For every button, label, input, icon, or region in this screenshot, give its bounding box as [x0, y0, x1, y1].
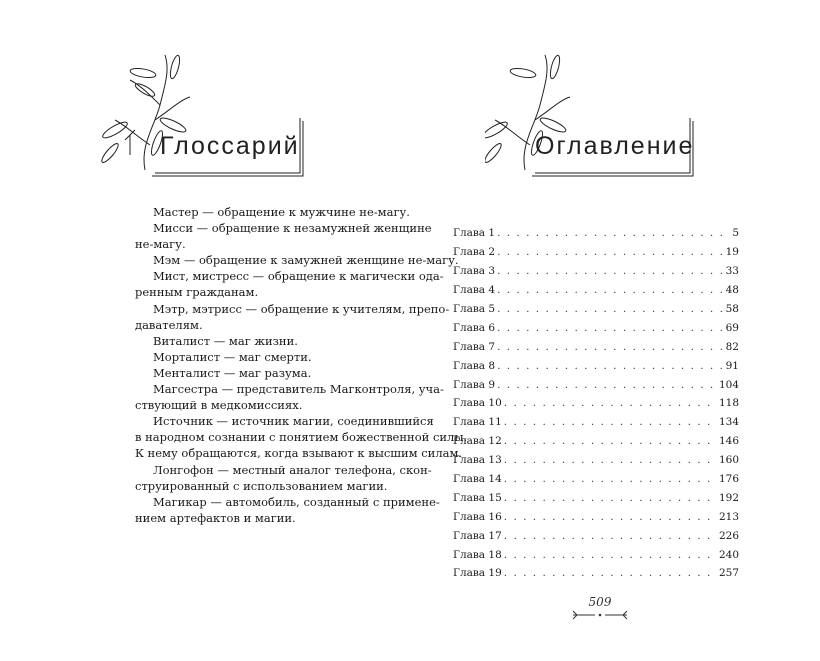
toc-chapter-label: Глава 12 [453, 435, 502, 448]
toc-leader-dots [497, 379, 717, 391]
toc-leader-dots [504, 549, 717, 561]
toc-page-number: 176 [718, 473, 739, 486]
glossary-line: Источник — источник магии, соединившийся [153, 414, 434, 429]
toc-entry[interactable] [453, 243, 739, 262]
toc-leader-dots [497, 227, 730, 239]
toc-page-number: 192 [718, 491, 739, 504]
toc-leader-dots [504, 416, 717, 428]
toc-leader-dots [504, 397, 717, 409]
toc-entry[interactable] [453, 526, 739, 545]
toc-entry[interactable] [453, 375, 739, 394]
toc-leader-dots [497, 265, 724, 277]
toc-entry[interactable] [453, 564, 739, 583]
toc-entry[interactable] [453, 337, 739, 356]
toc-entry[interactable] [453, 318, 739, 337]
toc-page-number: 69 [725, 321, 739, 334]
glossary-line: не-магу. [135, 237, 186, 252]
toc-page-number: 146 [718, 435, 739, 448]
toc-leader-dots [504, 530, 717, 542]
toc-chapter-label: Глава 13 [453, 454, 502, 467]
toc-chapter-label: Глава 19 [453, 567, 502, 580]
glossary-title: Глоссарий [160, 132, 300, 160]
toc-page-number: 33 [725, 265, 739, 278]
toc-leader-dots [504, 492, 717, 504]
glossary-line: струированный с использованием магии. [135, 478, 388, 493]
glossary-line: Менталист — маг разума. [153, 365, 312, 380]
toc-page-number: 118 [718, 397, 739, 410]
toc-page-number: 82 [725, 340, 739, 353]
toc-page-number: 134 [718, 416, 739, 429]
toc-leader-dots [504, 511, 717, 523]
toc-leader-dots [497, 303, 724, 315]
toc-entry[interactable] [453, 432, 739, 451]
toc-leader-dots [504, 567, 717, 579]
toc-leader-dots [497, 360, 724, 372]
toc-page-number: 5 [732, 227, 739, 240]
toc-page-number: 91 [725, 359, 739, 372]
toc-page-number: 240 [718, 548, 739, 561]
toc-entry[interactable] [453, 470, 739, 489]
toc-leader-dots [504, 473, 717, 485]
contents-title: Оглавление [535, 132, 695, 160]
toc-chapter-label: Глава 4 [453, 284, 496, 297]
toc-page-number: 160 [718, 454, 739, 467]
table-of-contents [453, 224, 739, 583]
glossary-line: в народном сознании с понятием божественной силы. [135, 430, 468, 445]
toc-chapter-label: Глава 16 [453, 510, 502, 523]
toc-page-number: 19 [725, 246, 739, 259]
glossary-line: Магикар — автомобиль, созданный с примене- [153, 494, 440, 509]
glossary-line: ствующий в медкомиссиях. [135, 398, 303, 413]
page-number-text: 509 [588, 595, 612, 609]
toc-leader-dots [497, 341, 724, 353]
toc-chapter-label: Глава 14 [453, 473, 502, 486]
toc-chapter-label: Глава 17 [453, 529, 502, 542]
toc-chapter-label: Глава 8 [453, 359, 496, 372]
toc-leader-dots [504, 454, 717, 466]
page-number [555, 595, 645, 623]
toc-chapter-label: Глава 15 [453, 491, 502, 504]
toc-entry[interactable] [453, 545, 739, 564]
toc-page-number: 213 [718, 510, 739, 523]
folio-ornament-icon [555, 610, 645, 620]
contents-heading [485, 45, 705, 185]
toc-chapter-label: Глава 6 [453, 321, 496, 334]
glossary-line: ренным гражданам. [135, 285, 259, 300]
toc-chapter-label: Глава 11 [453, 416, 502, 429]
toc-entry[interactable] [453, 262, 739, 281]
glossary-line: Лонгофон — местный аналог телефона, скон- [153, 462, 432, 477]
toc-chapter-label: Глава 3 [453, 265, 496, 278]
toc-entry[interactable] [453, 281, 739, 300]
glossary-line: К нему обращаются, когда взывают к высшим силам. [135, 446, 463, 461]
glossary-text [135, 204, 468, 526]
glossary-line: давателям. [135, 317, 203, 332]
toc-leader-dots [497, 246, 724, 258]
glossary-line: Морталист — маг смерти. [153, 349, 312, 364]
toc-entry[interactable] [453, 356, 739, 375]
botanical-frame-icon [485, 45, 705, 185]
toc-chapter-label: Глава 7 [453, 340, 496, 353]
toc-entry[interactable] [453, 300, 739, 319]
toc-page-number: 58 [725, 303, 739, 315]
toc-page-number: 48 [725, 284, 739, 297]
glossary-line: нием артефактов и магии. [135, 510, 296, 525]
toc-entry[interactable] [453, 413, 739, 432]
glossary-line: Мастер — обращение к мужчине не-магу. [153, 205, 410, 219]
toc-leader-dots [504, 435, 717, 447]
toc-leader-dots [497, 322, 724, 334]
toc-entry[interactable] [453, 394, 739, 413]
toc-entry[interactable] [453, 224, 739, 243]
toc-leader-dots [497, 284, 724, 296]
glossary-line: Магсестра — представитель Магконтроля, уча- [153, 382, 444, 397]
toc-page-number: 104 [718, 378, 739, 391]
glossary-line: Мэтр, мэтрисс — обращение к учителям, препо- [153, 301, 450, 316]
toc-chapter-label: Глава 9 [453, 378, 496, 391]
toc-chapter-label: Глава 18 [453, 548, 502, 561]
glossary-line: Мисси — обращение к незамужней женщине [153, 221, 432, 236]
toc-chapter-label: Глава 2 [453, 246, 496, 259]
toc-page-number: 257 [718, 567, 739, 580]
botanical-frame-icon [95, 45, 315, 185]
toc-entry[interactable] [453, 488, 739, 507]
glossary-line: Мэм — обращение к замужней женщине не-магу. [153, 253, 459, 268]
toc-page-number: 226 [718, 529, 739, 542]
glossary-heading [95, 45, 315, 185]
toc-entry[interactable] [453, 507, 739, 526]
glossary-line: Виталист — маг жизни. [153, 333, 298, 348]
toc-chapter-label: Глава 5 [453, 303, 496, 315]
toc-chapter-label: Глава 1 [453, 227, 496, 240]
toc-entry[interactable] [453, 451, 739, 470]
toc-chapter-label: Глава 10 [453, 397, 502, 410]
glossary-line: Мист, мистресс — обращение к магически ода- [153, 269, 444, 284]
